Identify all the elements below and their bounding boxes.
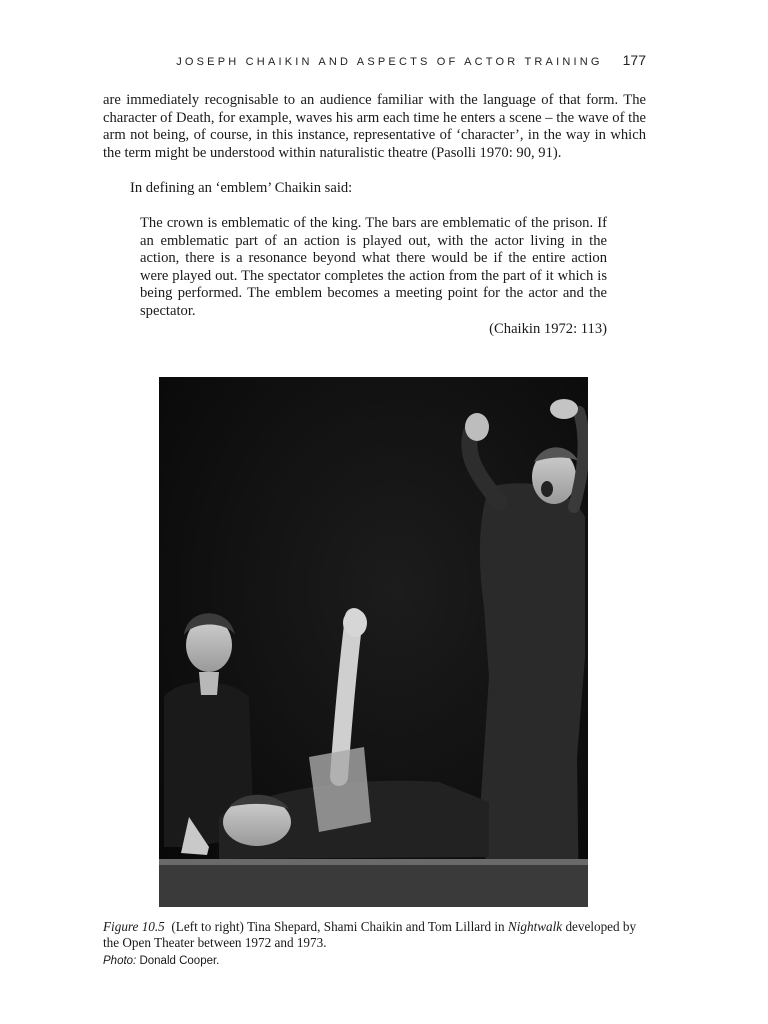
caption-text-before: (Left to right) Tina Shepard, Shami Chaikin and Tom Lillard in (171, 919, 505, 934)
block-quote: The crown is emblematic of the king. The bars are emblematic of the prison. If an emblematic part of an action is played out, with the actor living in the action, there is a resonance beyond what there would be if the entire action were played out. The spectator completes the action from the part of it which is being performed. The emblem becomes a meeting point for the actor and the spectator. (140, 215, 607, 319)
photo-credit (103, 955, 219, 967)
figure-label: Figure 10.5 (103, 919, 165, 934)
caption-work-title: Nightwalk (507, 919, 563, 934)
figure-photo (159, 377, 588, 907)
quote-citation: (Chaikin 1972: 113) (489, 321, 607, 337)
body-paragraph-2: In defining an ‘emblem’ Chaikin said: (130, 180, 353, 196)
credit-label: Photo: (103, 955, 137, 967)
caption-text-after: developed by the Open Theater between 1972 and 1973. (103, 919, 637, 950)
running-title: JOSEPH CHAIKIN AND ASPECTS OF ACTOR TRAINING (176, 56, 603, 68)
body-paragraph-1: are immediately recognisable to an audience familiar with the language of that form. The character of Death, for example, waves his arm each time he enters a scene – the wave of the arm not being, of course, in this instance, representative of ‘character’, in the way in which the term might be understood within naturalistic theatre (Pasolli 1970: 90, 91). (103, 92, 646, 161)
running-head (103, 52, 646, 68)
figure-caption (103, 919, 646, 951)
credit-name: Donald Cooper. (139, 955, 220, 967)
page-number: 177 (622, 52, 646, 68)
